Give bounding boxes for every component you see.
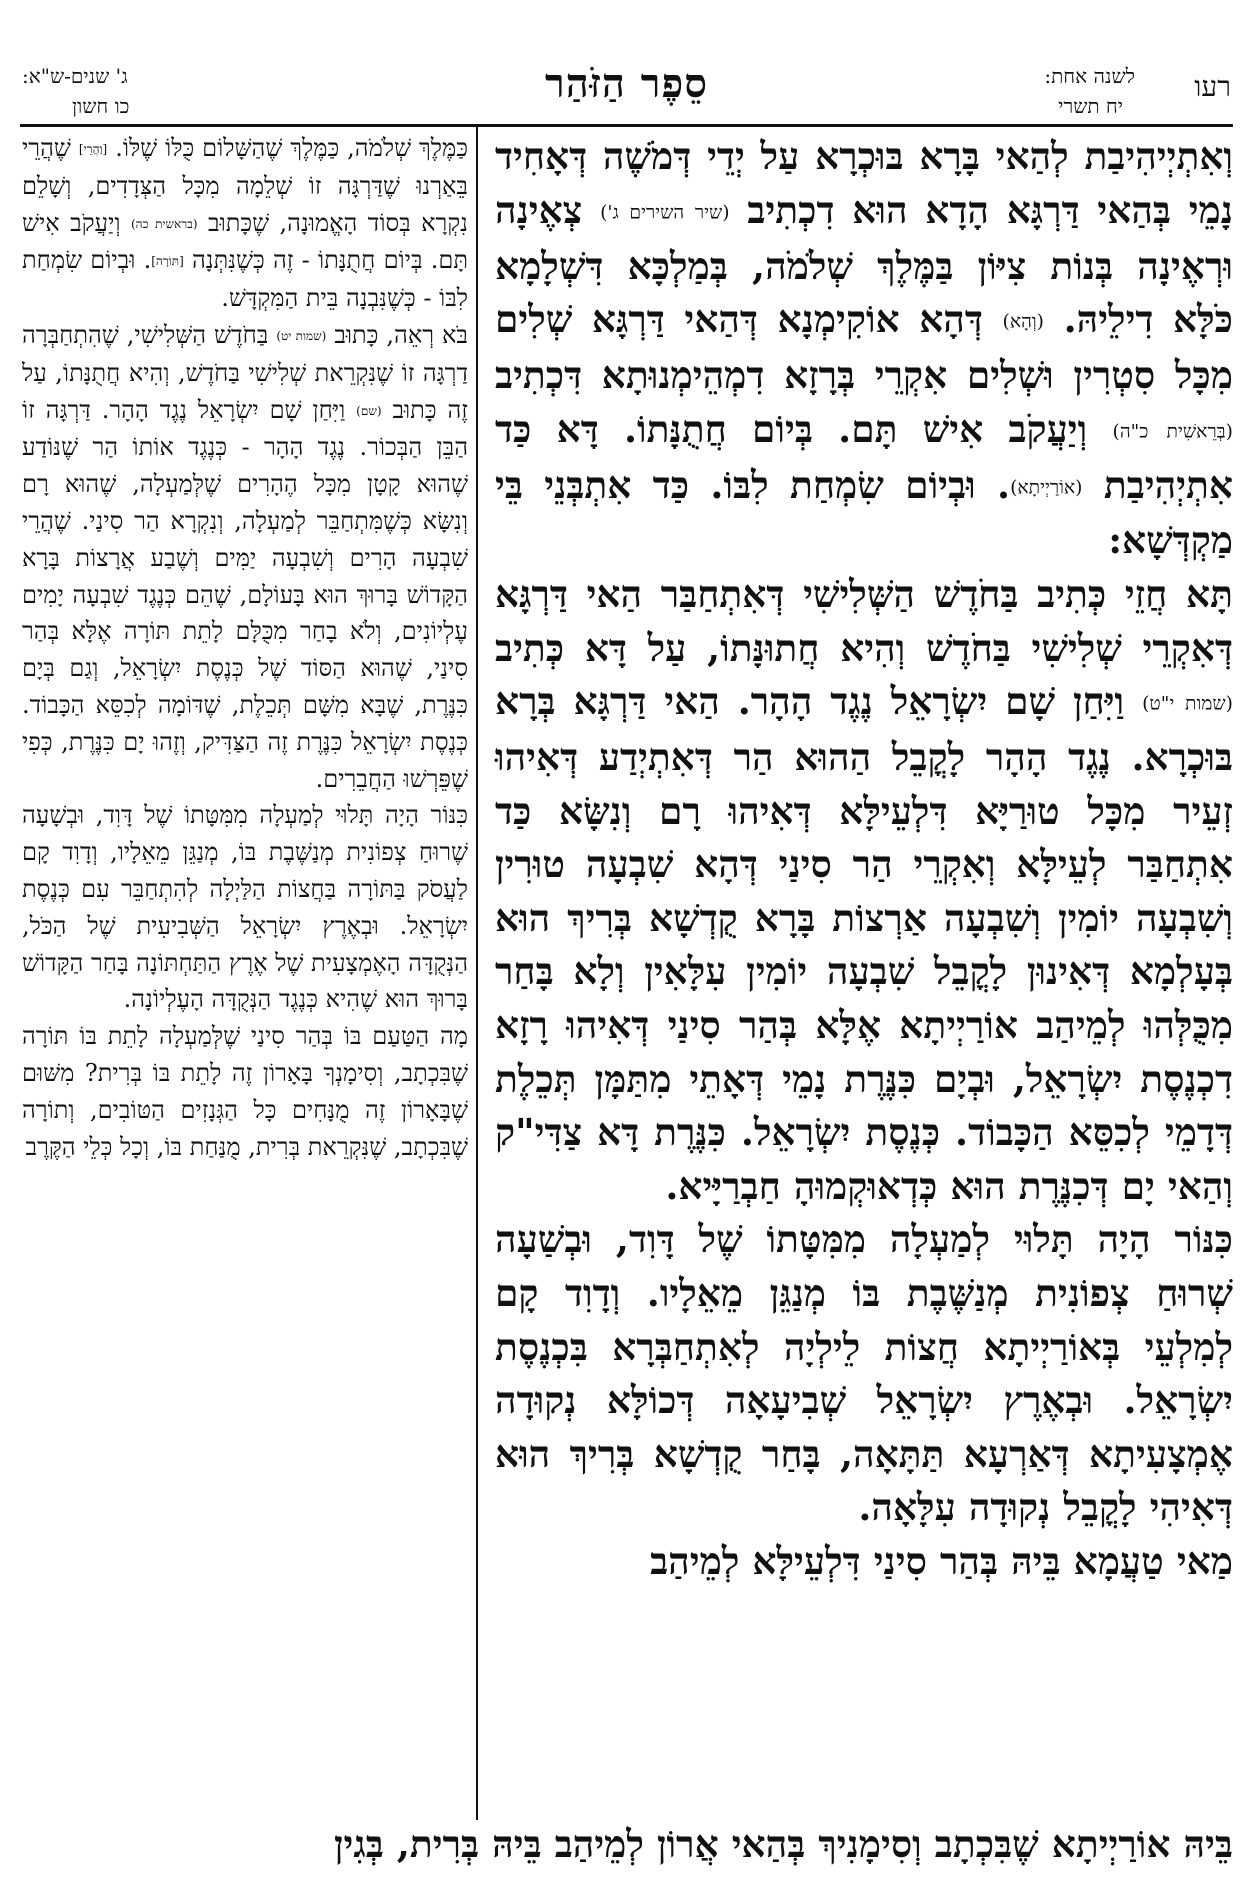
page-number: רעו (1194, 70, 1231, 103)
study-date-three-years: כו חשון (72, 94, 130, 118)
header-rule (20, 124, 1233, 127)
study-schedule-three-years: ג' שנים-ש"א: (22, 64, 128, 88)
main-paragraph-1: וְאִתְיְיהִיבַת לְהַאי בָּרָא בּוּכְרָא עַל יְדֵי דְּמֹשֶׁה דְּאָחִיד נָמֵי בְּהַאי דַּרְגָּא הָדָא הוּא דִכְתִיב (שיר השירים ג') צְאֶינָה וּרְאֶינָה בְּנוֹת צִיּוֹן בַּמֶּלֶךְ שְׁלֹמֹה, בְּמַלְכָּא דִּשְׁלָמָא כֹּלָּא דִילֵיהּ. (וְהָא) דְּהָא אוֹקִימְנָא דְּהַאי דַּרְגָּא שְׁלִים מִכָּל סִטְרִין וּשְׁלִים אִקְרֵי בְּרָזָא דִמְהֵימְנוּתָא דִּכְתִיב (בְּרֵאשִׁית כ"ה) וְיַעֲקֹב אִישׁ תָּם. בְּיוֹם חֲתֻנָּתוֹ. דָּא כַּד אִתְיְהִיבַת (אוֹרַיְיתָא). וּבְיוֹם שִׂמְחַת לִבּוֹ. כַּד אִתְבְּנֵי בֵּי מַקְדְּשָׁא: (495, 134, 1234, 563)
full-width-last-line: בֵּיהּ אוֹרַיְיתָא שֶׁבִּכְתָב וְסִימָנִיךְ בְּהַאי אֲרוֹן לְמֵיהַב בֵּיהּ בְּרִית, בְּגִין (333, 1822, 1233, 1866)
study-date-one-year: יח תשרי (1058, 94, 1123, 118)
study-schedule-one-year: לשנה אחת: (1044, 64, 1135, 88)
source-reference: (וְהָא) (1002, 311, 1044, 333)
side-paragraph-3: כִּנּוֹר הָיָה תָּלוּי לְמַעְלָה מִמִּטָּתוֹ שֶׁל דָּוִד, וּבְשָׁעָה שֶׁרוּחַ צְפוֹנִית מְנַשֶּׁבֶת בּוֹ, מְנַגֵּן מֵאֵלָיו, וְדָוִד קָם לַעֲסֹק בַּתּוֹרָה בַּחֲצוֹת הַלַּיְלָה לְהִתְחַבֵּר עִם כְּנֶסֶת יִשְׂרָאֵל. וּבְאֶרֶץ יִשְׂרָאֵל הַשְּׁבִיעִית שֶׁל הַכֹּל, הַנְּקֻדָּה הָאֶמְצָעִית שֶׁל אֶרֶץ הַתַּחְתּוֹנָה בָּחַר הַקָּדוֹשׁ בָּרוּךְ הוּא שֶׁהִיא כְּנֶגֶד הַנְּקֻדָּה הָעֶלְיוֹנָה. (22, 801, 468, 1014)
page-title: סֵפֶר הַזֹּהַר (545, 60, 708, 107)
source-reference: [תּוֹרָה] (151, 254, 184, 269)
main-paragraph-2: תָּא חֲזֵי כְּתִיב בַּחֹדֶשׁ הַשְּׁלִישִׁי דְּאִתְחַבַּר הַאי דַּרְגָּא דְּאִקְרֵי שְׁלִישִׁי בַּחֹדֶשׁ וְהִיא חֲתוּנָּתוֹ, עַל דָּא כְּתִיב (שמות י"ט) וַיִּחַן שָׁם יִשְׂרָאֵל נֶגֶד הָהָר. הַאי דַּרְגָּא בְּרָא בּוּכְרָא. נֶגֶד הָהָר לָקֳבֵל הַהוּא הַר דְּאִתְיְדַע דְּאִיהוּ זְעֵיר מִכָּל טוּרַיָּא דִּלְעֵילָּא דְּאִיהוּ רָם וְנִשָּׂא כַּד אִתְחַבַּר לְעֵילָּא וְאִקְרֵי הַר סִינַי דְּהָא שִׁבְעָה טוּרִין וְשִׁבְעָה יוֹמִין וְשִׁבְעָה אַרְצוֹת בָּרָא קֻדְשָׁא בְּרִיךְ הוּא בְּעָלְמָא דְּאִינוּן לָקֳבֵל שִׁבְעָה יוֹמִין עִלָּאִין וְלָא בָּחַר מִכֻּלְּהוּ לְמֵיהַב אוֹרַיְיתָא אֶלָּא בְּהַר סִינַי דְּאִיהוּ רָזָא דִכְנֶסֶת יִשְׂרָאֵל, וּבְיָם כִּנֶּרֶת נָמֵי דְּאָתֵי מִתַּמָּן תְּכֵלֶת דְּדָמֵי לְכִסֵּא הַכָּבוֹד. כְּנֶסֶת יִשְׂרָאֵל. כִּנֶּרֶת דָּא צַדִּי"ק וְהַאי יָם דְּכִנֶּרֶת הוּא כְּדְאוּקְמוּהָ חַבְרַיָּיא. (495, 572, 1233, 1208)
column-divider (476, 124, 478, 1820)
source-reference: (אוֹרַיְיתָא) (1010, 476, 1083, 498)
side-paragraph-4: מָה הַטַּעַם בּוֹ בְּהַר סִינַי שֶׁלְּמַעְלָה לָתֵת בּוֹ תּוֹרָה שֶׁבִּכְתָב, וְסִימָנְךָ בָּאָרוֹן זֶה לָתֵת בּוֹ בְּרִית? מִשּׁוּם שֶׁבָּאָרוֹן זֶה מֻנָּחִים כָּל הַגְּנָזִים הַטּוֹבִים, וְתוֹרָה שֶׁבִּכְתָב, שֶׁנִּקְרֵאת בְּרִית, מֻנַּחַת בּוֹ, וְכָל כְּלֵי הַקֶּרֶב (22, 1022, 468, 1161)
source-reference: (שם) (356, 403, 382, 418)
main-paragraph-4: מַאי טַעֲמָא בֵּיהּ בְּהַר סִינַי דִּלְעֵילָּא לְמֵיהַב (650, 1539, 1233, 1583)
hebrew-translation-column (22, 130, 468, 1165)
main-paragraph-3: כִּנּוֹר הָיָה תָּלוּי לְמַעְלָה מִמִּטָּתוֹ שֶׁל דָּוִד, וּבְשַׁעָה שְׁרוּחַ צְפוֹנִית מְנַשֶּׁבֶת בּוֹ מְנַגֵּן מֵאֵלָיו. וְדָוִד קָם לְמִלְעֵי בְּאוֹרַיְיתָא חֲצוֹת לֵילְיָה לְאִתְחַבְּרָא בִּכְנֶסֶת יִשְׂרָאֵל. וּבְאֶרֶץ יִשְׂרָאֵל שְׁבִיעָאָה דְּכוֹלָּא נְקוּדָה אֶמְצָעִיתָא דְּאַרְעָא תַּתָּאָה, בָּחַר קֻדְשָׁא בְּרִיךְ הוּא דְּאִיהִי לָקֳבֵל נְקוּדָה עִלָּאָה. (495, 1217, 1233, 1530)
aramaic-text-column (495, 130, 1233, 1589)
side-paragraph-1: כַּמֶּלֶךְ שְׁלֹמֹה, כַּמֶּלֶךְ שֶׁהַשָּׁלוֹם כֻּלּוֹ שֶׁלּוֹ. [וַהֲרֵי] שֶׁהֲרֵי בֵּאַרְנוּ שֶׁדַּרְגָּה זוֹ שְׁלֵמָה מִכָּל הַצְּדָדִים, וְשָׁלֵם נִקְרָא בְּסוֹד הָאֱמוּנָה, שֶׁכָּתוּב (בראשית כה) וְיַעֲקֹב אִישׁ תָּם. בְּיוֹם חֲתֻנָּתוֹ - זֶה כְּשֶׁנִּתְּנָה [תּוֹרָה]. וּבְיוֹם שִׂמְחַת לִבּוֹ - כְּשֶׁנִּבְנָה בֵּית הַמִּקְדָּשׁ. (22, 134, 468, 313)
source-reference: [וַהֲרֵי] (78, 142, 108, 156)
side-paragraph-2: בֹּא רְאֵה, כָּתוּב (שמות יט) בַּחֹדֶשׁ הַשְּׁלִישִׁי, שֶׁהִתְחַבְּרָה דַרְגָּה זוֹ שֶׁנִּקְרֵאת שְׁלִישִׁי בַּחֹדֶשׁ, וְהִיא חֲתֻנָּתוֹ, עַל זֶה כָּתוּב (שם) וַיִּחַן שָׁם יִשְׂרָאֵל נֶגֶד הָהָר. דַּרְגָּה זוֹ הַבֵּן הַבְּכוֹר. נֶגֶד הָהָר - כְּנֶגֶד אוֹתוֹ הַר שֶׁנּוֹדַע שֶׁהוּא קָטָן מִכָּל הֶהָרִים שֶׁלְּמַעְלָה, שֶׁהוּא רָם וְנִשָּׂא כְּשֶׁמִּתְחַבֵּר לְמַעְלָה, וְנִקְרָא הַר סִינַי. שֶׁהֲרֵי שִׁבְעָה הָרִים וְשִׁבְעָה יַמִּים וְשֶׁבַע אֲרָצוֹת בָּרָא הַקָּדוֹשׁ בָּרוּךְ הוּא בָּעוֹלָם, שֶׁהֵם כְּנֶגֶד שִׁבְעָה יָמִים עֶלְיוֹנִים, וְלֹא בָחַר מִכֻּלָּם לָתֵת תּוֹרָה אֶלָּא בְּהַר סִינַי, שֶׁהוּא הַסּוֹד שֶׁל כְּנֶסֶת יִשְׂרָאֵל, וְגַם בְּיָם כִּנֶּרֶת, שֶׁבָּא מִשָּׁם תְּכֵלֶת, שֶׁדּוֹמָה לְכִסֵּא הַכָּבוֹד. כְּנֶסֶת יִשְׂרָאֵל כִּנֶּרֶת זֶה הַצַּדִּיק, וְזֶהוּ יָם כִּנֶּרֶת, כְּפִי שֶׁפֵּרְשׁוּ הַחֲבֵרִים. (22, 320, 468, 793)
source-reference: (שמות יט) (276, 328, 327, 343)
source-reference: (שיר השירים ג') (600, 201, 730, 223)
source-reference: (בראשית כה) (131, 216, 198, 231)
source-reference: (בְּרֵאשִׁית כ"ה) (1112, 420, 1233, 442)
source-reference: (שמות י"ט) (1142, 693, 1233, 715)
